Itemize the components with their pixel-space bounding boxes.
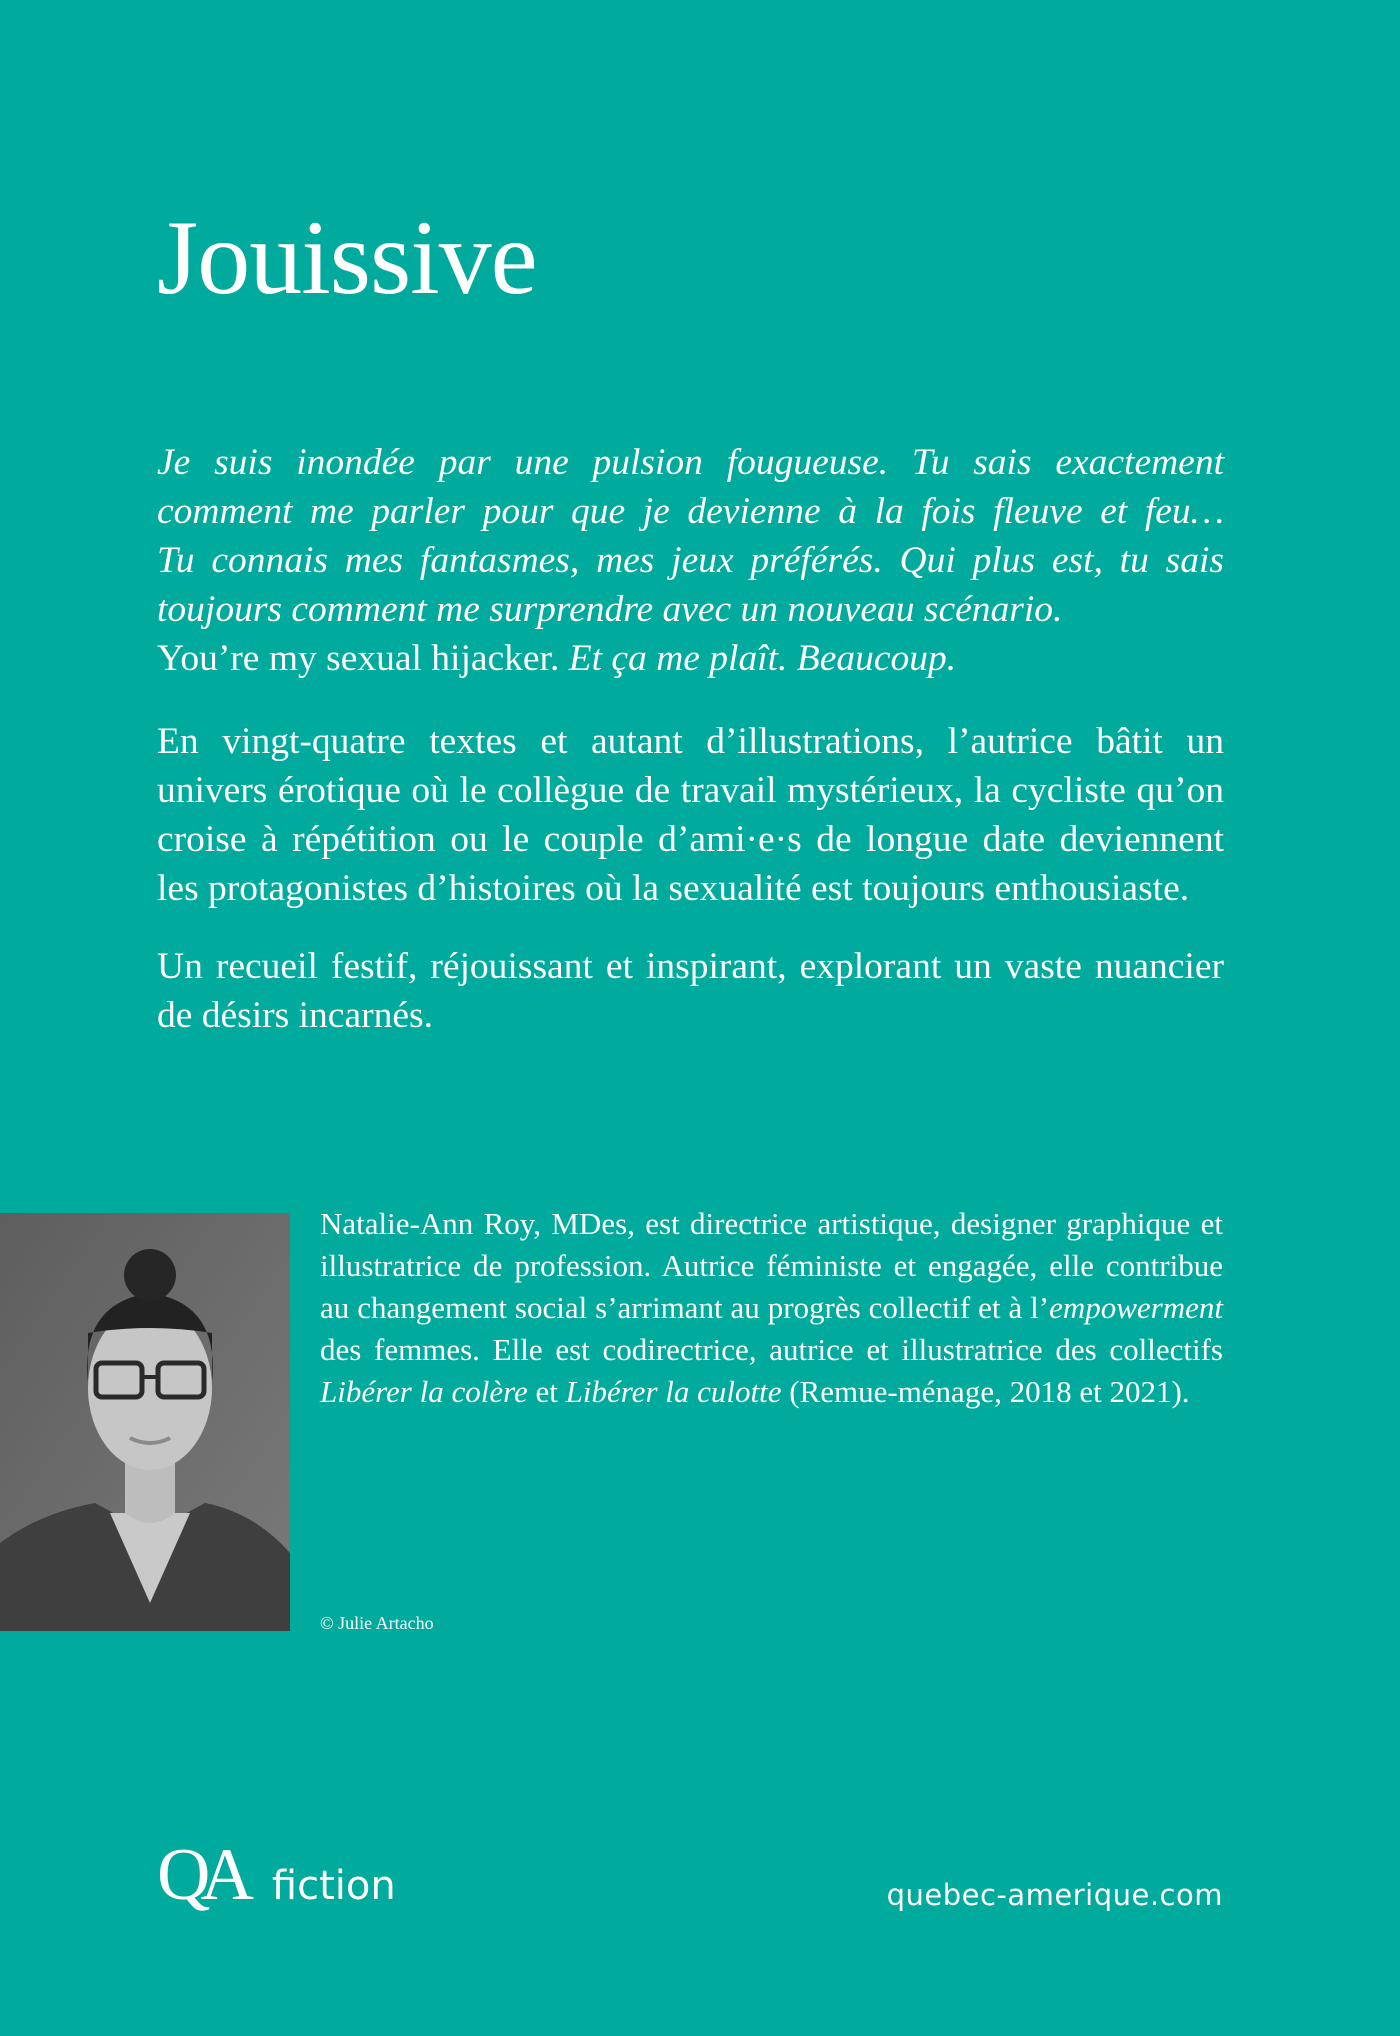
publisher-logo	[157, 1834, 396, 1916]
quote-line-5-plain: You’re my sexual hijacker.	[157, 638, 569, 679]
bio-text-3: et	[527, 1374, 566, 1409]
author-portrait-illustration	[0, 1213, 290, 1631]
author-bio	[320, 1203, 1223, 1413]
bio-italic-empowerment: empowerment	[1049, 1290, 1223, 1325]
book-description	[157, 717, 1224, 1040]
bio-text-1: Natalie-Ann Roy, MDes, est directrice artistique, designer graphique et illustratrice de profession. Autrice féministe et engagée, elle contribue au changement social s’arrimant au progrès collectif et à l’	[320, 1206, 1223, 1325]
quote-line-3: Tu connais mes fantasmes, mes jeux préférés. Qui plus est, tu sais	[157, 540, 1224, 581]
book-title: Jouissive	[157, 199, 537, 316]
photo-credit: © Julie Artacho	[320, 1613, 434, 1633]
qa-logo-mark: QA	[157, 1834, 244, 1916]
quote-line-1: Je suis inondée par une pulsion fougueuse. Tu sais exactement	[157, 442, 1224, 483]
quote-line-5-italic: Et ça me plaît. Beaucoup.	[568, 638, 957, 679]
description-paragraph-1: En vingt-quatre textes et autant d’illustrations, l’autrice bâtit un univers érotique où le collègue de travail mystérieux, la cycliste qu’on croise à répétition ou le couple d’ami·e·s de longue date deviennent les protagonistes d’histoires où la sexualité est toujours enthousiaste.	[157, 721, 1224, 909]
bio-italic-title-2: Libérer la culotte	[565, 1374, 782, 1409]
bio-text-4: (Remue-ménage, 2018 et 2021).	[781, 1374, 1190, 1409]
logo-label: fiction	[271, 1863, 396, 1909]
bio-italic-title-1: Libérer la colère	[320, 1374, 528, 1409]
quote-line-2: comment me parler pour que je devienne à la fois fleuve et feu…	[157, 491, 1224, 532]
author-photo	[0, 1213, 290, 1631]
description-paragraph-2: Un recueil festif, réjouissant et inspirant, explorant un vaste nuancier de désirs incarnés.	[157, 946, 1224, 1036]
excerpt-quote	[157, 438, 1224, 683]
bio-text-2: des femmes. Elle est codirectrice, autrice et illustratrice des collectifs	[320, 1332, 1223, 1367]
publisher-website[interactable]: quebec-amerique.com	[886, 1878, 1223, 1912]
quote-line-4: toujours comment me surprendre avec un nouveau scénario.	[157, 589, 1063, 630]
